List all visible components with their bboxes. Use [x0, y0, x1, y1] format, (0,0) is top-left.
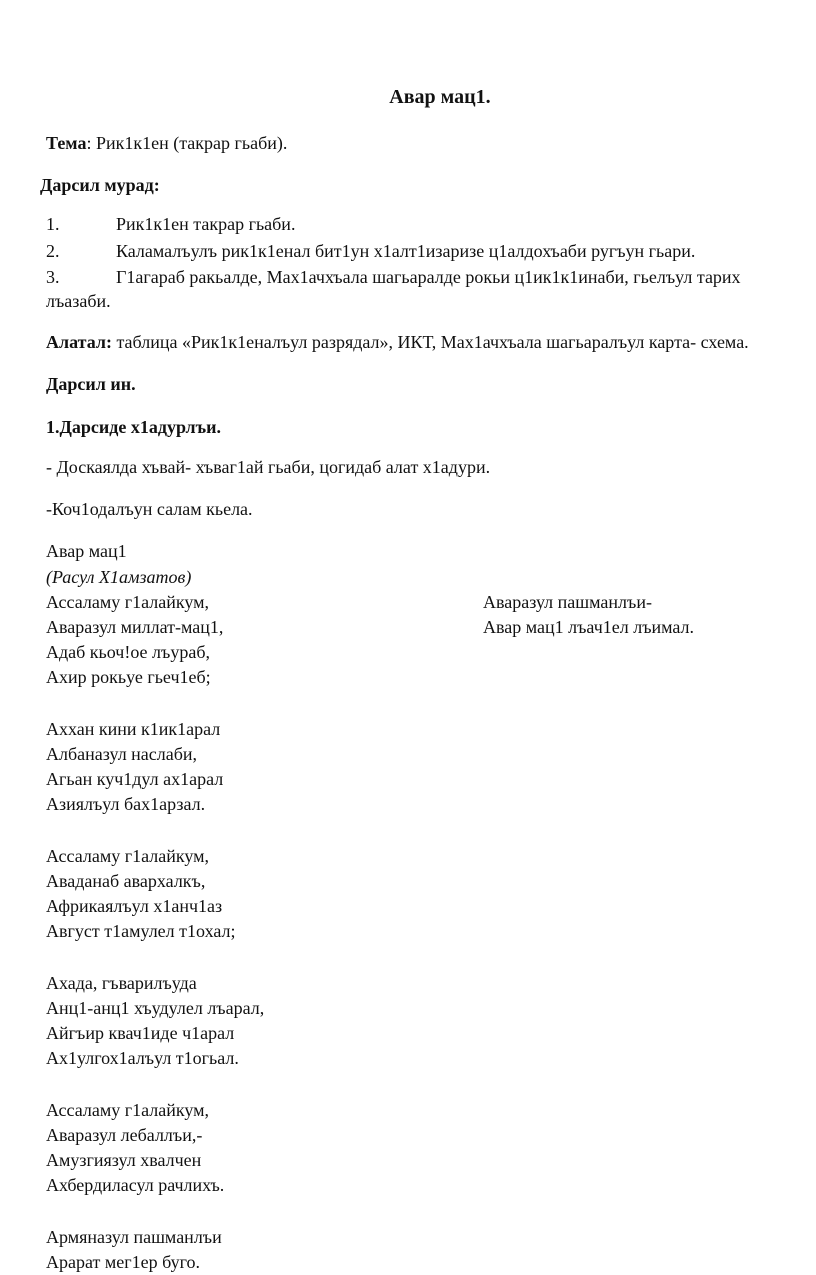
- poem-line: Ассаламу г1алайкум,: [46, 846, 210, 866]
- poem-line: Ах1улгох1алъул т1огьал.: [46, 1048, 239, 1068]
- goal-number: 3.: [46, 267, 60, 287]
- goal-number: 2.: [46, 241, 60, 261]
- step1-line: - Доскаялда хъвай- хъваг1ай гьаби, цогидаб алат х1адури.: [46, 457, 491, 477]
- poem-line: Аваданаб авархалкъ,: [46, 871, 206, 891]
- goal-item: [46, 212, 295, 236]
- poem-line: Аваразул лебаллъи,-: [46, 1125, 203, 1145]
- poem-line: Албаназул наслаби,: [46, 744, 198, 764]
- step1-line: -Коч1одалъун салам кьела.: [46, 499, 253, 519]
- goal-text: Рик1к1ен такрар гьаби.: [116, 214, 296, 234]
- step1-heading: 1.Дарсиде х1адурлъи.: [46, 417, 221, 437]
- poem-line: Адаб кьоч!ое лъураб,: [46, 642, 210, 662]
- poem-line: Аххан кини к1ик1арал: [46, 719, 221, 739]
- poem-line: Ахбердиласул рачлихъ.: [46, 1175, 225, 1195]
- goal-text: Г1агараб ракьалде, Мах1ачхъала шагьаралде рокьи ц1ик1к1инаби, гьелъул тарих: [116, 267, 741, 287]
- goal-item: [46, 265, 741, 289]
- poem-title: Авар мац1: [46, 541, 127, 561]
- topic-label: Тема: [46, 133, 87, 153]
- poem-line: Ассаламу г1алайкум,: [46, 1100, 210, 1120]
- poem-line: Август т1амулел т1охал;: [46, 921, 236, 941]
- poem-line: Арарат мег1ер буго.: [46, 1252, 201, 1272]
- goal-item-continuation: [46, 289, 111, 313]
- page-title: Авар мац1.: [389, 86, 491, 108]
- lesson-heading: Дарсил ин.: [46, 374, 136, 394]
- poem-line: Ахир рокьуе гьеч1еб;: [46, 667, 211, 687]
- goal-number: 1.: [46, 214, 60, 234]
- goal-heading: Дарсил мурад:: [40, 175, 160, 195]
- goal-item: [46, 239, 695, 263]
- topic-line: [46, 131, 287, 155]
- goal-text: лъазаби.: [46, 291, 111, 311]
- poem-line: Африкаялъул х1анч1аз: [46, 896, 223, 916]
- poem-line: Ассаламу г1алайкум,: [46, 592, 210, 612]
- poem-line: Айгъир квач1иде ч1арал: [46, 1023, 235, 1043]
- materials-label: Алатал:: [46, 332, 112, 352]
- poem-line: Амузгиязул хвалчен: [46, 1150, 202, 1170]
- poem-line: Анц1-анц1 хъудулел лъарал,: [46, 998, 265, 1018]
- poem-right-line: Аваразул пашманлъи-: [483, 592, 652, 612]
- poem-line: Ахада, гъварилъуда: [46, 973, 197, 993]
- materials-line: [46, 330, 749, 354]
- topic-text: : Рик1к1ен (такрар гьаби).: [86, 133, 288, 153]
- poem-line: Азиялъул бах1арзал.: [46, 794, 206, 814]
- poem-right-line: Авар мац1 лъач1ел лъимал.: [483, 617, 695, 637]
- poem-line: Агьан куч1дул ах1арал: [46, 769, 224, 789]
- poem-line: Аваразул миллат-мац1,: [46, 617, 224, 637]
- poem-author: (Расул Х1амзатов): [46, 567, 192, 587]
- poem-line: Армяназул пашманлъи: [46, 1227, 222, 1247]
- goal-text: Каламалъулъ рик1к1енал бит1ун х1алт1изаризе ц1алдохъаби ругъун гьари.: [116, 241, 696, 261]
- materials-text: таблица «Рик1к1еналъул разрядал», ИКТ, Мах1ачхъала шагьаралъул карта- схема.: [111, 332, 749, 352]
